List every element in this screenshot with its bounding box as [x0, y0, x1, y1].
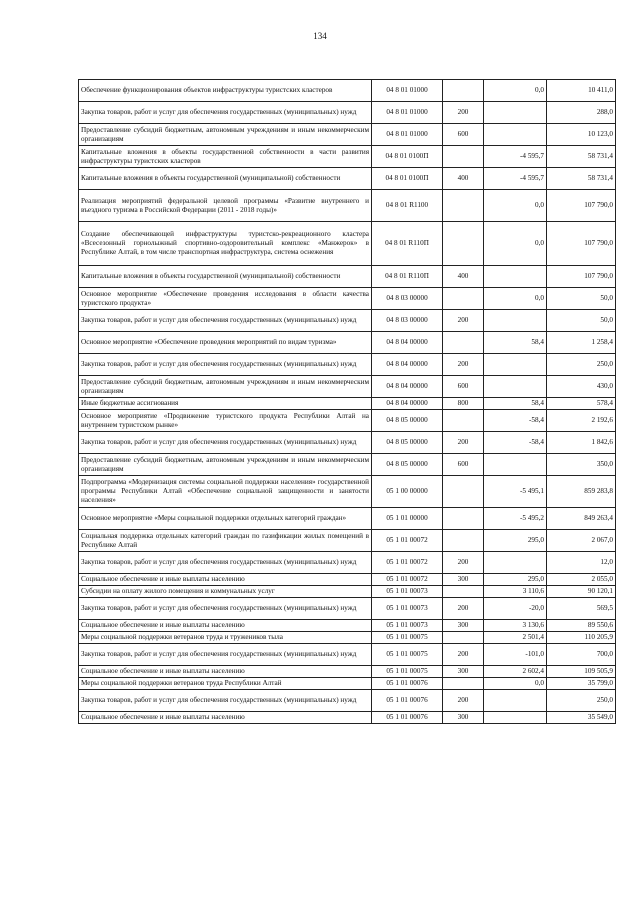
table-row — [79, 712, 616, 724]
row-code: 05 1 01 00075 — [372, 666, 443, 678]
row-total-amount: 849 263,4 — [547, 508, 616, 530]
row-code: 04 8 05 00000 — [372, 432, 443, 454]
row-code: 04 8 04 00000 — [372, 332, 443, 354]
row-expense-type — [443, 222, 484, 266]
row-change-amount: 0,0 — [484, 222, 547, 266]
row-code: 05 1 01 00076 — [372, 690, 443, 712]
row-name: Капитальные вложения в объекты государственной собственности в части развития инфраструктуры туристских кластеров — [79, 146, 372, 168]
row-total-amount: 10 411,0 — [547, 80, 616, 102]
row-total-amount: 250,0 — [547, 354, 616, 376]
row-expense-type: 400 — [443, 266, 484, 288]
row-code: 05 1 00 00000 — [372, 476, 443, 508]
row-total-amount: 58 731,4 — [547, 146, 616, 168]
table-row — [79, 190, 616, 222]
row-name: Реализация мероприятий федеральной целевой программы «Развитие внутреннего и въездного туризма в Российской Федерации (2011 - 2018 годы)» — [79, 190, 372, 222]
row-code: 04 8 04 00000 — [372, 354, 443, 376]
row-total-amount: 107 790,0 — [547, 190, 616, 222]
table-row — [79, 678, 616, 690]
row-expense-type — [443, 410, 484, 432]
row-name: Меры социальной поддержки ветеранов труда Республики Алтай — [79, 678, 372, 690]
row-expense-type: 200 — [443, 690, 484, 712]
row-expense-type: 300 — [443, 574, 484, 586]
row-change-amount — [484, 124, 547, 146]
table-row — [79, 586, 616, 598]
row-total-amount: 2 192,6 — [547, 410, 616, 432]
row-change-amount: 295,0 — [484, 530, 547, 552]
row-expense-type — [443, 146, 484, 168]
row-change-amount — [484, 552, 547, 574]
row-name: Предоставление субсидий бюджетным, автономным учреждениям и иным некоммерческим организациям — [79, 376, 372, 398]
row-expense-type — [443, 190, 484, 222]
row-total-amount: 1 842,6 — [547, 432, 616, 454]
row-name: Закупка товаров, работ и услуг для обеспечения государственных (муниципальных) нужд — [79, 644, 372, 666]
table-row — [79, 598, 616, 620]
row-code: 05 1 01 00072 — [372, 530, 443, 552]
row-code: 04 8 04 00000 — [372, 376, 443, 398]
row-code: 05 1 01 00072 — [372, 552, 443, 574]
row-name: Создание обеспечивающей инфраструктуры туристско-рекреационного кластера «Всесезонный горнолыжный спортивно-оздоровительный комплекс «Манжерок» в Республике Алтай, в том числе транспортная инфраструктура, система оснежения — [79, 222, 372, 266]
row-total-amount: 109 505,9 — [547, 666, 616, 678]
row-total-amount: 350,0 — [547, 454, 616, 476]
row-name: Меры социальной поддержки ветеранов труда и тружеников тыла — [79, 632, 372, 644]
row-code: 04 8 01 R110П — [372, 222, 443, 266]
row-change-amount: -5 495,2 — [484, 508, 547, 530]
row-expense-type: 200 — [443, 552, 484, 574]
row-expense-type: 200 — [443, 598, 484, 620]
row-code: 05 1 01 00073 — [372, 586, 443, 598]
row-expense-type: 300 — [443, 620, 484, 632]
row-total-amount: 1 258,4 — [547, 332, 616, 354]
row-change-amount: -101,0 — [484, 644, 547, 666]
row-change-amount — [484, 354, 547, 376]
table-row — [79, 266, 616, 288]
row-expense-type: 200 — [443, 644, 484, 666]
row-expense-type: 800 — [443, 398, 484, 410]
row-code: 05 1 01 00075 — [372, 644, 443, 666]
row-code: 05 1 01 00072 — [372, 574, 443, 586]
row-total-amount: 90 120,1 — [547, 586, 616, 598]
row-expense-type: 600 — [443, 454, 484, 476]
row-change-amount — [484, 266, 547, 288]
row-expense-type — [443, 586, 484, 598]
row-name: Подпрограмма «Модернизация системы социальной поддержки населения» государственной программы Республики Алтай «Обеспечение социальной защищенности и занятости населения» — [79, 476, 372, 508]
row-change-amount: 0,0 — [484, 80, 547, 102]
table-row — [79, 80, 616, 102]
table-row — [79, 552, 616, 574]
row-expense-type: 600 — [443, 124, 484, 146]
table-row — [79, 620, 616, 632]
table-row — [79, 310, 616, 332]
row-change-amount: 3 110,6 — [484, 586, 547, 598]
row-name: Капитальные вложения в объекты государственной (муниципальной) собственности — [79, 168, 372, 190]
page-number: 134 — [313, 31, 327, 41]
row-name: Социальное обеспечение и иные выплаты населению — [79, 620, 372, 632]
row-code: 04 8 01 01000 — [372, 124, 443, 146]
row-code: 05 1 01 00073 — [372, 620, 443, 632]
row-expense-type — [443, 632, 484, 644]
row-total-amount: 89 550,6 — [547, 620, 616, 632]
row-name: Основное мероприятие «Продвижение туристского продукта Республики Алтай на внутреннем туристском рынке» — [79, 410, 372, 432]
table-row — [79, 574, 616, 586]
row-total-amount: 12,0 — [547, 552, 616, 574]
row-change-amount — [484, 376, 547, 398]
row-expense-type — [443, 288, 484, 310]
row-total-amount: 50,0 — [547, 288, 616, 310]
row-code: 04 8 01 R110П — [372, 266, 443, 288]
row-code: 05 1 01 00000 — [372, 508, 443, 530]
row-total-amount: 430,0 — [547, 376, 616, 398]
row-name: Основное мероприятие «Обеспечение проведения исследования в области качества туристского продукта» — [79, 288, 372, 310]
table-row — [79, 398, 616, 410]
row-name: Социальное обеспечение и иные выплаты населению — [79, 574, 372, 586]
row-total-amount: 288,0 — [547, 102, 616, 124]
row-total-amount: 110 205,9 — [547, 632, 616, 644]
table-row — [79, 332, 616, 354]
row-change-amount: 2 501,4 — [484, 632, 547, 644]
table-row — [79, 222, 616, 266]
row-name: Предоставление субсидий бюджетным, автономным учреждениям и иным некоммерческим организациям — [79, 124, 372, 146]
row-name: Закупка товаров, работ и услуг для обеспечения государственных (муниципальных) нужд — [79, 354, 372, 376]
row-name: Социальное обеспечение и иные выплаты населению — [79, 666, 372, 678]
row-name: Капитальные вложения в объекты государственной (муниципальной) собственности — [79, 266, 372, 288]
row-expense-type: 200 — [443, 432, 484, 454]
row-total-amount: 35 549,0 — [547, 712, 616, 724]
table-row — [79, 410, 616, 432]
row-change-amount — [484, 310, 547, 332]
row-name: Социальное обеспечение и иные выплаты населению — [79, 712, 372, 724]
row-name: Основное мероприятие «Обеспечение проведения мероприятий по видам туризма» — [79, 332, 372, 354]
row-expense-type — [443, 678, 484, 690]
row-expense-type — [443, 508, 484, 530]
row-change-amount: -20,0 — [484, 598, 547, 620]
row-total-amount: 250,0 — [547, 690, 616, 712]
row-change-amount: -58,4 — [484, 432, 547, 454]
row-code: 05 1 01 00076 — [372, 712, 443, 724]
row-code: 04 8 05 00000 — [372, 454, 443, 476]
row-change-amount: 0,0 — [484, 190, 547, 222]
row-name: Предоставление субсидий бюджетным, автономным учреждениям и иным некоммерческим организациям — [79, 454, 372, 476]
table-row — [79, 432, 616, 454]
table-row — [79, 146, 616, 168]
row-change-amount: -5 495,1 — [484, 476, 547, 508]
row-total-amount: 2 055,0 — [547, 574, 616, 586]
row-expense-type: 300 — [443, 666, 484, 678]
table-row — [79, 354, 616, 376]
table-row — [79, 454, 616, 476]
row-change-amount: 295,0 — [484, 574, 547, 586]
row-name: Иные бюджетные ассигнования — [79, 398, 372, 410]
row-code: 04 8 03 00000 — [372, 288, 443, 310]
row-total-amount: 700,0 — [547, 644, 616, 666]
row-expense-type: 600 — [443, 376, 484, 398]
row-code: 04 8 01 0100П — [372, 168, 443, 190]
row-name: Закупка товаров, работ и услуг для обеспечения государственных (муниципальных) нужд — [79, 690, 372, 712]
row-change-amount — [484, 454, 547, 476]
row-code: 04 8 01 01000 — [372, 80, 443, 102]
row-code: 05 1 01 00073 — [372, 598, 443, 620]
row-total-amount: 578,4 — [547, 398, 616, 410]
row-change-amount: -4 595,7 — [484, 146, 547, 168]
row-change-amount: -4 595,7 — [484, 168, 547, 190]
row-name: Закупка товаров, работ и услуг для обеспечения государственных (муниципальных) нужд — [79, 310, 372, 332]
row-change-amount: 2 602,4 — [484, 666, 547, 678]
row-expense-type: 200 — [443, 102, 484, 124]
row-total-amount: 2 067,0 — [547, 530, 616, 552]
row-change-amount — [484, 102, 547, 124]
row-code: 04 8 01 01000 — [372, 102, 443, 124]
table-row — [79, 644, 616, 666]
row-name: Закупка товаров, работ и услуг для обеспечения государственных (муниципальных) нужд — [79, 102, 372, 124]
row-change-amount — [484, 712, 547, 724]
row-code: 04 8 01 R1100 — [372, 190, 443, 222]
table-row — [79, 530, 616, 552]
table-row — [79, 168, 616, 190]
row-expense-type — [443, 476, 484, 508]
table-row — [79, 124, 616, 146]
row-total-amount: 569,5 — [547, 598, 616, 620]
row-change-amount: 58,4 — [484, 398, 547, 410]
row-expense-type: 400 — [443, 168, 484, 190]
row-total-amount: 10 123,0 — [547, 124, 616, 146]
table-row — [79, 508, 616, 530]
table-row — [79, 288, 616, 310]
row-change-amount: -58,4 — [484, 410, 547, 432]
row-expense-type: 200 — [443, 354, 484, 376]
table-row — [79, 690, 616, 712]
row-name: Закупка товаров, работ и услуг для обеспечения государственных (муниципальных) нужд — [79, 432, 372, 454]
row-total-amount: 107 790,0 — [547, 266, 616, 288]
row-code: 04 8 01 0100П — [372, 146, 443, 168]
row-expense-type: 200 — [443, 310, 484, 332]
row-code: 05 1 01 00076 — [372, 678, 443, 690]
budget-table-body — [79, 80, 616, 724]
row-name: Обеспечение функционирования объектов инфраструктуры туристских кластеров — [79, 80, 372, 102]
row-change-amount: 0,0 — [484, 678, 547, 690]
row-expense-type — [443, 80, 484, 102]
row-code: 04 8 03 00000 — [372, 310, 443, 332]
budget-table — [78, 79, 616, 724]
table-row — [79, 666, 616, 678]
row-code: 04 8 05 00000 — [372, 410, 443, 432]
row-name: Социальная поддержка отдельных категорий граждан по газификации жилых помещений в Республике Алтай — [79, 530, 372, 552]
table-row — [79, 376, 616, 398]
row-total-amount: 50,0 — [547, 310, 616, 332]
table-row — [79, 476, 616, 508]
row-name: Закупка товаров, работ и услуг для обеспечения государственных (муниципальных) нужд — [79, 552, 372, 574]
row-change-amount: 58,4 — [484, 332, 547, 354]
row-code: 04 8 04 00000 — [372, 398, 443, 410]
row-change-amount — [484, 690, 547, 712]
row-name: Закупка товаров, работ и услуг для обеспечения государственных (муниципальных) нужд — [79, 598, 372, 620]
row-total-amount: 107 790,0 — [547, 222, 616, 266]
row-expense-type: 300 — [443, 712, 484, 724]
row-total-amount: 35 799,0 — [547, 678, 616, 690]
row-expense-type — [443, 332, 484, 354]
row-code: 05 1 01 00075 — [372, 632, 443, 644]
row-name: Основное мероприятие «Меры социальной поддержки отдельных категорий граждан» — [79, 508, 372, 530]
row-change-amount: 0,0 — [484, 288, 547, 310]
table-row — [79, 632, 616, 644]
row-change-amount: 3 130,6 — [484, 620, 547, 632]
table-row — [79, 102, 616, 124]
row-name: Субсидии на оплату жилого помещения и коммунальных услуг — [79, 586, 372, 598]
row-total-amount: 58 731,4 — [547, 168, 616, 190]
row-total-amount: 859 283,8 — [547, 476, 616, 508]
row-expense-type — [443, 530, 484, 552]
